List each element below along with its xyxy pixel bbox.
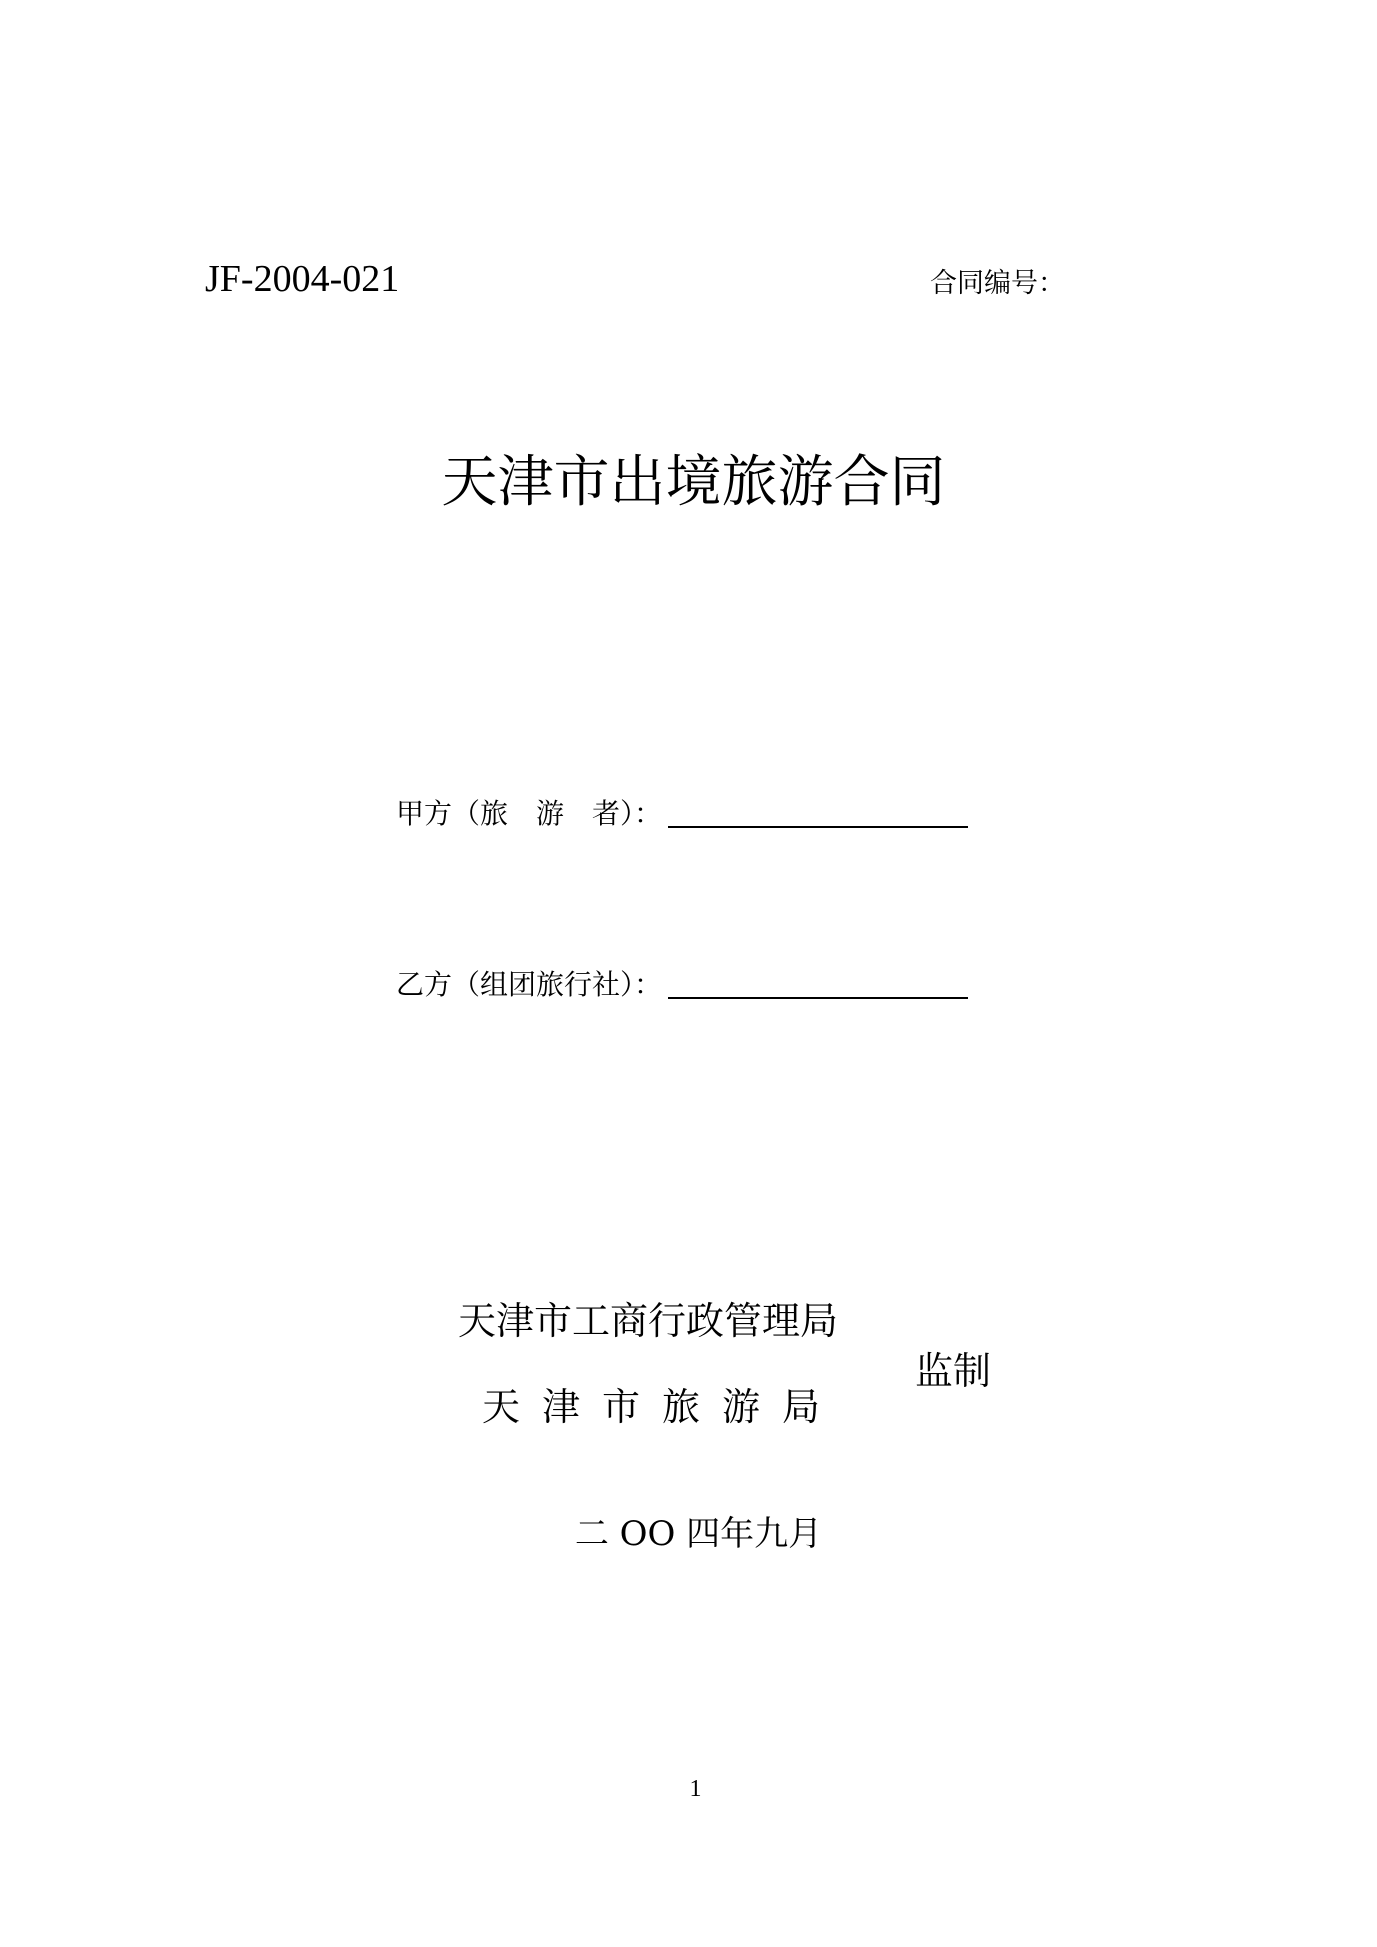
issue-date: 二 OO 四年九月 — [574, 1514, 823, 1554]
supervise-label: 监制 — [915, 1349, 992, 1393]
page-number: 1 — [689, 1776, 702, 1802]
party-a-row — [396, 792, 968, 832]
party-b-row — [396, 963, 968, 1003]
authority-industry-commerce: 天津市工商行政管理局 — [458, 1299, 839, 1343]
document-title: 天津市出境旅游合同 — [441, 450, 946, 515]
party-b-label: 乙方（组团旅行社）： — [396, 968, 663, 1001]
authority-tourism: 天津市旅游局 — [482, 1385, 843, 1429]
contract-number-label: 合同编号： — [930, 268, 1065, 299]
document-code: JF-2004-021 — [205, 258, 400, 300]
party-a-signature-line — [668, 826, 968, 828]
party-b-signature-line — [668, 997, 968, 999]
party-a-label: 甲方（旅 游 者）： — [396, 797, 663, 830]
